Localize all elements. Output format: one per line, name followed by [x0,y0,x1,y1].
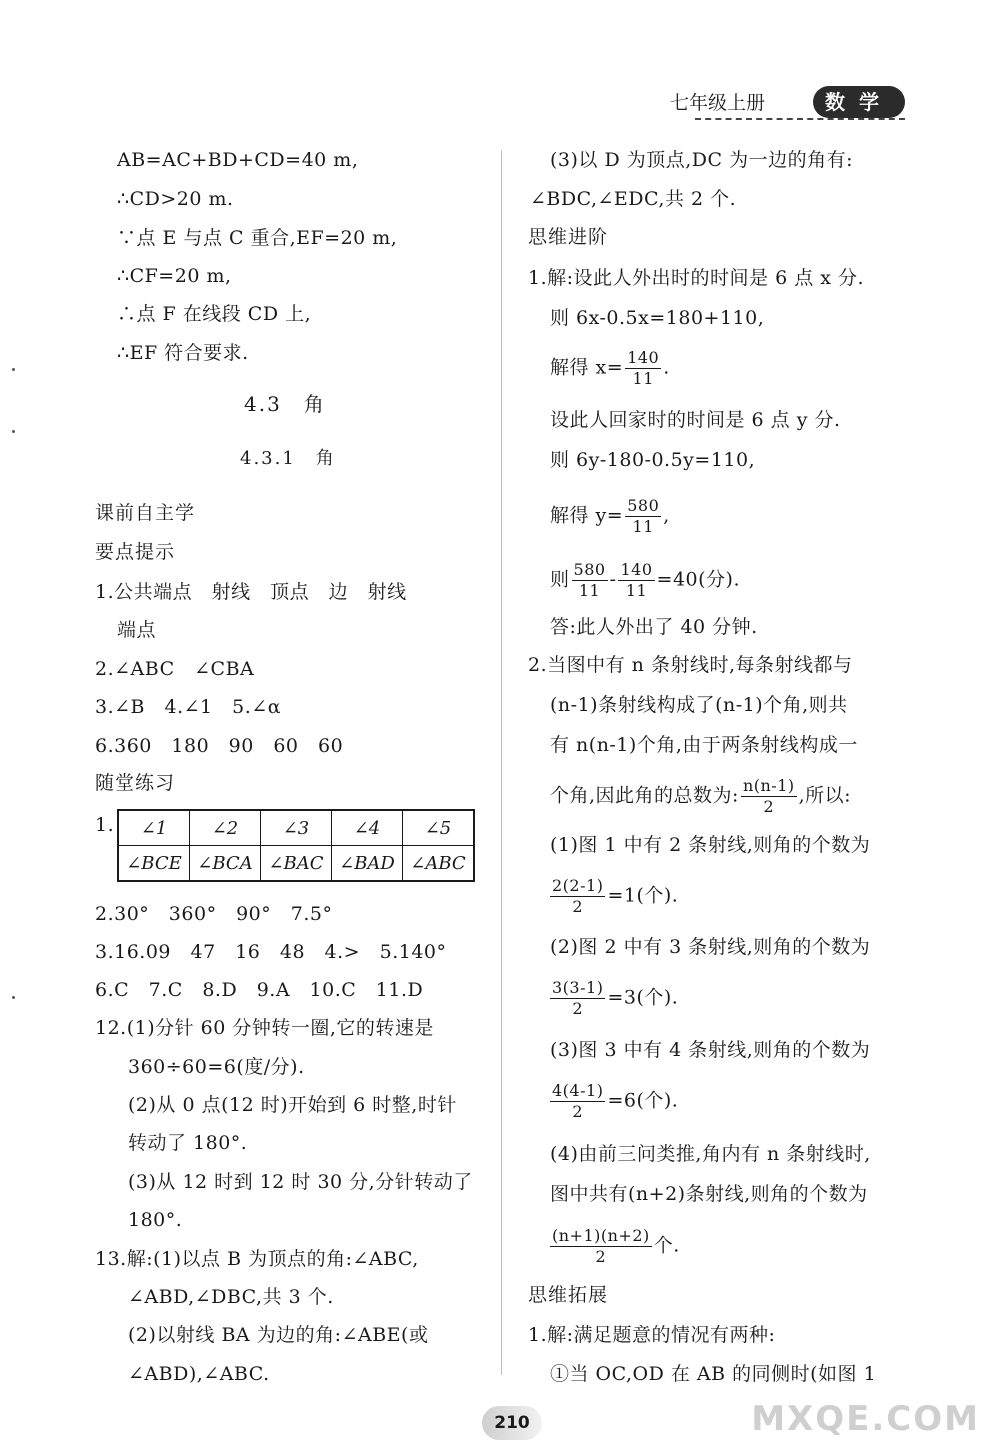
solution-2-g: (2)图 2 中有 3 条射线,则角的个数为 [550,936,871,958]
answer-6: 6.360 180 90 60 60 [95,735,344,757]
practice-12-d: 转动了 180°. [128,1132,248,1154]
denominator: 11 [578,581,601,600]
solution-1-h: 答:此人外出了 40 分钟. [550,616,758,638]
practice-13-a: 13.解:(1)以点 B 为顶点的角:∠ABC, [95,1248,419,1270]
solution-2-f [548,876,678,917]
solution-1-b: 则 6x-0.5x=180+110, [550,307,765,329]
answer-1: 1.公共端点 射线 顶点 边 射线 [95,581,407,603]
practice-6-11: 6.C 7.C 8.D 9.A 10.C 11.D [95,979,424,1001]
text: 个. [653,1234,680,1257]
solution-2-i: (3)图 3 中有 4 条射线,则角的个数为 [550,1039,871,1061]
fraction [625,348,661,389]
watermark: MXQE.COM [751,1399,980,1439]
solution-2-c: 有 n(n-1)个角,由于两条射线构成一 [550,734,858,756]
margin-dot [12,368,15,371]
section-title: 4.3 角 [244,392,326,416]
expand-1-a: 1.解:满足题意的情况有两种: [528,1324,776,1346]
left-line-6: ∴EF 符合要求. [117,342,249,364]
margin-dot [12,430,15,433]
solution-1-g [550,560,740,601]
subsection-title: 4.3.1 角 [240,448,336,469]
table-cell: ∠1 [118,810,190,846]
practice-13-b: ∠ABD,∠DBC,共 3 个. [128,1286,334,1308]
denominator: 2 [572,999,584,1018]
solution-2-l: 图中共有(n+2)条射线,则角的个数为 [550,1183,868,1205]
practice-12-f: 180°. [128,1209,183,1231]
heading-preview: 课前自主学 [95,502,196,524]
practice-12-a: 12.(1)分针 60 分钟转一圈,它的转速是 [95,1017,434,1039]
left-line-2: ∴CD>20 m. [117,188,234,210]
solution-2-j [548,1081,678,1122]
table-cell: ∠BAC [261,846,332,882]
text: ,所以: [798,784,852,807]
fraction [550,1081,605,1122]
column-divider [501,150,502,1375]
subject-badge: 数学 [813,86,905,118]
fraction [618,560,654,601]
solution-2-h [548,978,678,1019]
numerator: (n+1)(n+2) [552,1226,650,1245]
heading-keypoints: 要点提示 [95,541,176,563]
header-rule [695,118,905,120]
left-line-3: ∵点 E 与点 C 重合,EF=20 m, [117,227,398,249]
heading-advance: 思维进阶 [528,226,609,248]
practice-13-c: (2)以射线 BA 为边的角:∠ABE(或 [128,1324,429,1346]
header-grade: 七年级上册 [670,92,766,114]
solution-2-b: (n-1)条射线构成了(n-1)个角,则共 [550,694,848,716]
solution-1-c [550,348,670,389]
table-cell: ∠2 [190,810,261,846]
solution-1-f [550,496,670,537]
expand-1-b: ①当 OC,OD 在 AB 的同侧时(如图 1 [550,1363,877,1385]
text: 解得 y= [550,504,624,527]
text: =3(个). [607,986,679,1009]
solution-2-k: (4)由前三问类推,角内有 n 条射线时, [550,1143,871,1165]
solution-2-m [548,1226,680,1267]
fraction [572,560,608,601]
left-line-4: ∴CF=20 m, [117,265,232,287]
text: , [663,504,670,527]
numerator: 4(4-1) [552,1081,604,1100]
page-number: 210 [482,1406,542,1440]
margin-dot [12,996,15,999]
right-line-2: ∠BDC,∠EDC,共 2 个. [530,188,737,210]
numerator: n(n-1) [742,776,795,795]
denominator: 2 [763,797,775,816]
angle-table-value-row [118,846,474,882]
practice-12-e: (3)从 12 时到 12 时 30 分,分针转动了 [128,1171,473,1193]
table-cell: ∠4 [332,810,403,846]
text: 解得 x= [550,356,624,379]
denominator: 11 [625,581,648,600]
denominator: 2 [595,1247,607,1266]
answer-2: 2.∠ABC ∠CBA [95,658,255,680]
denominator: 11 [632,517,654,536]
fraction [741,776,797,817]
denominator: 2 [572,1102,584,1121]
heading-expand: 思维拓展 [528,1284,609,1306]
fraction [550,1226,652,1267]
table-cell: ∠BCE [118,846,190,882]
angle-table-head-row [118,810,474,846]
table-cell: ∠ABC [403,846,475,882]
table-cell: ∠BAD [332,846,403,882]
numerator: 3(3-1) [552,978,604,997]
denominator: 2 [572,897,584,916]
practice-1-label: 1. [95,814,115,836]
numerator: 580 [627,496,660,515]
text: 个角,因此角的总数为: [550,784,739,807]
practice-13-d: ∠ABD),∠ABC. [128,1363,270,1385]
practice-12-b: 360÷60=6(度/分). [128,1056,305,1078]
fraction [625,496,661,537]
practice-12-c: (2)从 0 点(12 时)开始到 6 时整,时针 [128,1094,457,1116]
left-line-1: AB=AC+BD+CD=40 m, [117,149,359,171]
text: - [609,568,617,591]
table-cell: ∠3 [261,810,332,846]
solution-1-e: 则 6y-180-0.5y=110, [550,449,756,471]
numerator: 140 [627,348,660,367]
numerator: 2(2-1) [552,876,604,895]
fraction [550,978,605,1019]
left-line-5: ∴点 F 在线段 CD 上, [117,303,312,325]
practice-3-5: 3.16.09 47 16 48 4.> 5.140° [95,941,447,963]
text: =6(个). [607,1089,679,1112]
text: =1(个). [607,884,679,907]
solution-2-e: (1)图 1 中有 2 条射线,则角的个数为 [550,834,871,856]
numerator: 140 [620,560,653,579]
answer-1-cont: 端点 [117,619,157,641]
right-line-1: (3)以 D 为顶点,DC 为一边的角有: [550,149,853,171]
solution-2-a: 2.当图中有 n 条射线时,每条射线都与 [528,654,853,676]
table-cell: ∠BCA [190,846,261,882]
angle-table [117,809,475,882]
table-cell: ∠5 [403,810,475,846]
numerator: 580 [573,560,606,579]
text: 则 [550,568,570,591]
fraction [550,876,605,917]
heading-practice: 随堂练习 [95,772,176,794]
text: . [663,356,670,379]
solution-1-a: 1.解:设此人外出时的时间是 6 点 x 分. [528,267,865,289]
practice-2: 2.30° 360° 90° 7.5° [95,903,333,925]
answer-3-5: 3.∠B 4.∠1 5.∠α [95,696,282,718]
solution-1-d: 设此人回家时的时间是 6 点 y 分. [550,409,841,431]
denominator: 11 [632,369,654,388]
text: =40(分). [656,568,740,591]
solution-2-d [550,776,851,817]
